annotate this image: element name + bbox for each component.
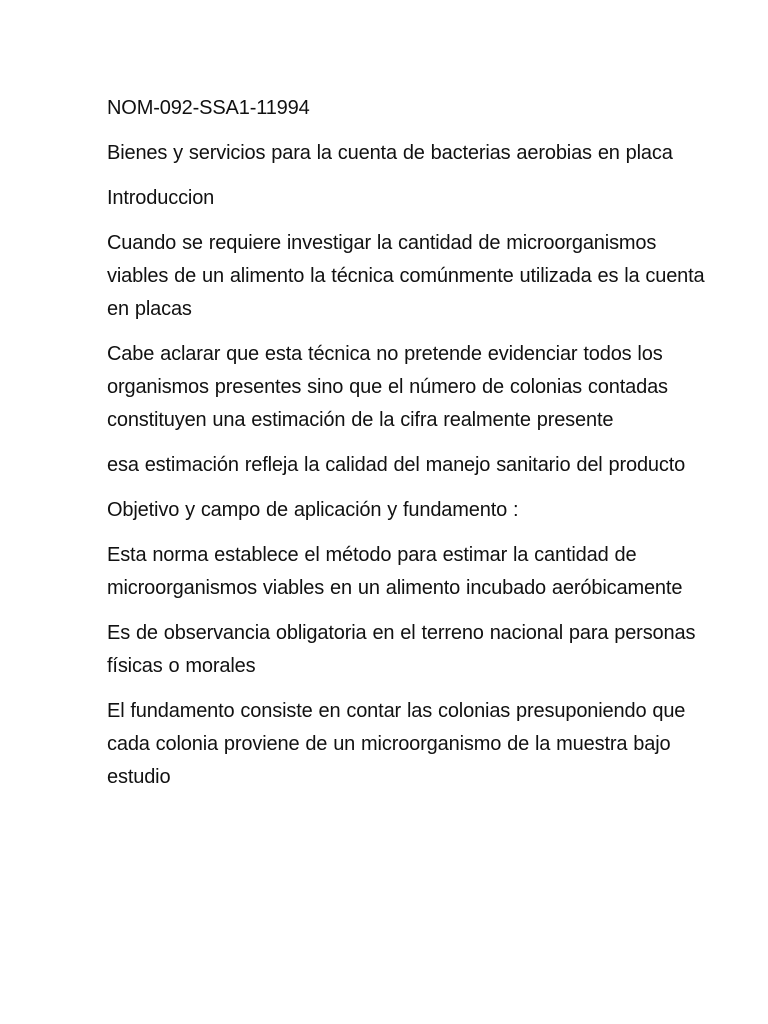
section-heading-introduccion: Introduccion <box>107 187 215 209</box>
document-title: Bienes y servicios para la cuenta de bacterias aerobias en placa <box>107 142 673 164</box>
section-heading-objetivo: Objetivo y campo de aplicación y fundamento : <box>107 499 519 521</box>
document-code: NOM-092-SSA1-11994 <box>107 97 310 119</box>
paragraph-fundamento: El fundamento consiste en contar las colonias presuponiendo que cada colonia proviene de un microorganismo de la muestra bajo estudio <box>107 700 686 788</box>
paragraph-objetivo-2: Es de observancia obligatoria en el terreno nacional para personas físicas o morales <box>107 622 696 677</box>
paragraph-intro-2: Cabe aclarar que esta técnica no pretende evidenciar todos los organismos presentes sino que el número de colonias contadas constituyen una estimación de la cifra realmente presente <box>107 343 668 431</box>
paragraph-intro-3: esa estimación refleja la calidad del manejo sanitario del producto <box>107 454 686 476</box>
paragraph-intro-1: Cuando se requiere investigar la cantidad de microorganismos viables de un alimento la técnica comúnmente utilizada es la cuenta en placas <box>107 232 705 320</box>
paragraph-objetivo-1: Esta norma establece el método para estimar la cantidad de microorganismos viables en un alimento incubado aeróbicamente <box>107 544 683 599</box>
